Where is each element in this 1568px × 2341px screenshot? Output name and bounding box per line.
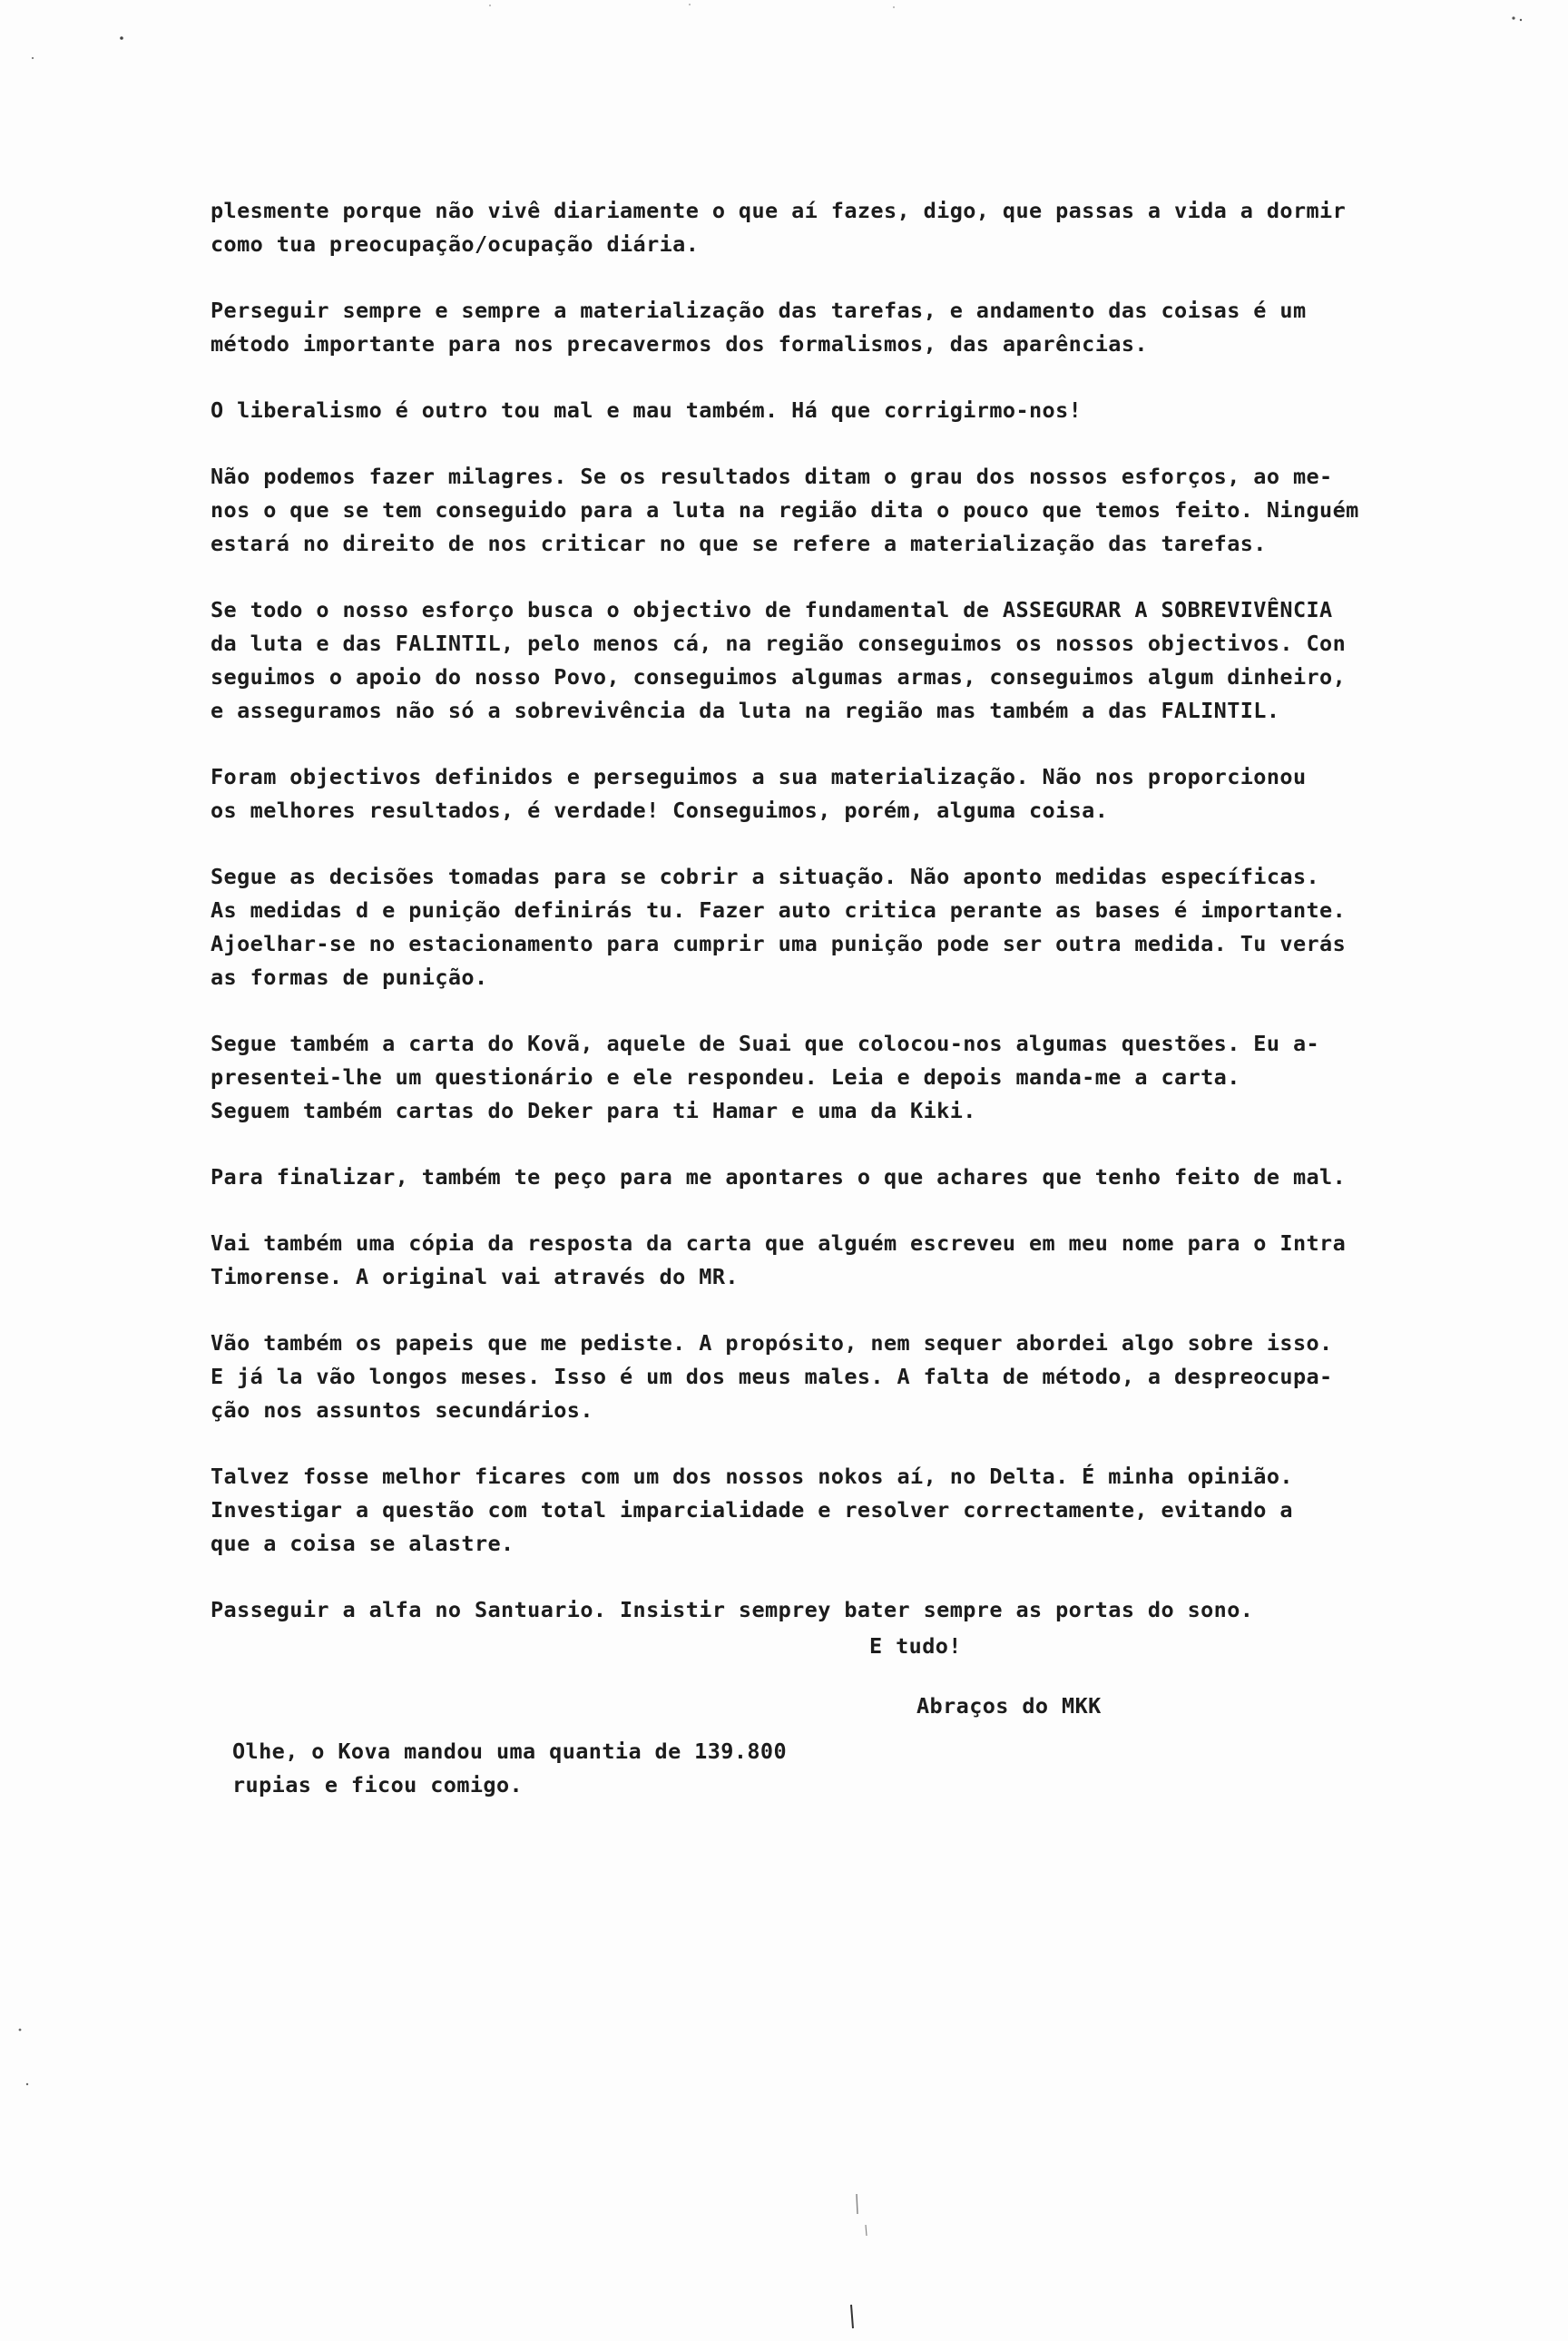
text-line: Segue as decisões tomadas para se cobrir a situação. Não aponto medidas específicas. bbox=[211, 864, 1320, 889]
paragraph bbox=[211, 1460, 1535, 1561]
paragraph bbox=[211, 394, 1535, 427]
text-line: os melhores resultados, é verdade! Conseguimos, porém, alguma coisa. bbox=[211, 798, 1109, 823]
text-line: Se todo o nosso esforço busca o objectivo de fundamental de ASSEGURAR A SOBREVIVÊNCIA bbox=[211, 597, 1333, 622]
text-line: seguimos o apoio do nosso Povo, conseguimos algumas armas, conseguimos algum dinheiro, bbox=[211, 664, 1347, 690]
text-line: como tua preocupação/ocupação diária. bbox=[211, 231, 700, 257]
text-line: Talvez fosse melhor ficares com um dos nossos nokos aí, no Delta. É minha opinião. bbox=[211, 1464, 1293, 1489]
letter-body bbox=[211, 194, 1535, 1660]
text-line: e asseguramos não só a sobrevivência da luta na região mas também a das FALINTIL. bbox=[211, 698, 1280, 723]
postscript bbox=[232, 1735, 787, 1802]
paragraph bbox=[211, 593, 1535, 728]
paragraph bbox=[211, 760, 1535, 828]
text-line: nos o que se tem conseguido para a luta na região dita o pouco que temos feito. Ninguém bbox=[211, 497, 1359, 523]
text-line: Foram objectivos definidos e perseguimos a sua materialização. Não nos proporcionou bbox=[211, 764, 1307, 789]
postscript-line: rupias e ficou comigo. bbox=[232, 1772, 524, 1797]
paragraph bbox=[211, 1327, 1535, 1427]
postscript-line: Olhe, o Kova mandou uma quantia de 139.800 bbox=[232, 1739, 788, 1764]
text-line: estará no direito de nos criticar no que se refere a materialização das tarefas. bbox=[211, 531, 1267, 556]
closing-line: E tudo! bbox=[869, 1633, 962, 1659]
text-line: Para finalizar, também te peço para me apontares o que achares que tenho feito de mal. bbox=[211, 1164, 1347, 1190]
paragraph bbox=[211, 460, 1535, 561]
paragraph bbox=[211, 1161, 1535, 1194]
text-line: Ajoelhar-se no estacionamento para cumprir uma punição pode ser outra medida. Tu verás bbox=[211, 931, 1347, 956]
paragraph bbox=[211, 194, 1535, 261]
text-line: da luta e das FALINTIL, pelo menos cá, na região conseguimos os nossos objectivos. Con bbox=[211, 631, 1347, 656]
text-line: Investigar a questão com total imparcialidade e resolver correctamente, evitando a bbox=[211, 1497, 1293, 1523]
text-line: E já la vão longos meses. Isso é um dos meus males. A falta de método, a despreocupa- bbox=[211, 1364, 1333, 1389]
text-line: Não podemos fazer milagres. Se os resultados ditam o grau dos nossos esforços, ao me- bbox=[211, 464, 1333, 489]
text-line: Vai também uma cópia da resposta da carta que alguém escreveu em meu nome para o Intra bbox=[211, 1230, 1347, 1256]
text-line: que a coisa se alastre. bbox=[211, 1531, 514, 1556]
text-line: Seguem também cartas do Deker para ti Hamar e uma da Kiki. bbox=[211, 1098, 976, 1123]
signature: Abraços do MKK bbox=[916, 1693, 1102, 1719]
text-line: Passeguir a alfa no Santuario. Insistir semprey bater sempre as portas do sono. bbox=[211, 1597, 1254, 1622]
paragraph bbox=[211, 1227, 1535, 1294]
text-line: As medidas d e punição definirás tu. Fazer auto critica perante as bases é importante. bbox=[211, 897, 1347, 923]
text-line: plesmente porque não vivê diariamente o que aí fazes, digo, que passas a vida a dormir bbox=[211, 198, 1347, 223]
paragraph bbox=[211, 1027, 1535, 1128]
text-line: Vão também os papeis que me pediste. A propósito, nem sequer abordei algo sobre isso. bbox=[211, 1330, 1333, 1356]
text-line: Timorense. A original vai através do MR. bbox=[211, 1264, 739, 1289]
paragraph bbox=[211, 294, 1535, 361]
text-line: método importante para nos precavermos dos formalismos, das aparências. bbox=[211, 331, 1148, 357]
text-line: Perseguir sempre e sempre a materialização das tarefas, e andamento das coisas é um bbox=[211, 298, 1307, 323]
text-line: presentei-lhe um questionário e ele respondeu. Leia e depois manda-me a carta. bbox=[211, 1064, 1240, 1090]
text-line: ção nos assuntos secundários. bbox=[211, 1397, 593, 1423]
text-line: as formas de punição. bbox=[211, 965, 488, 990]
text-line: O liberalismo é outro tou mal e mau também. Há que corrigirmo-nos! bbox=[211, 397, 1083, 423]
paragraph bbox=[211, 1593, 1535, 1627]
paragraph bbox=[211, 860, 1535, 994]
text-line: Segue também a carta do Kovã, aquele de Suai que colocou-nos algumas questões. Eu a- bbox=[211, 1031, 1320, 1056]
